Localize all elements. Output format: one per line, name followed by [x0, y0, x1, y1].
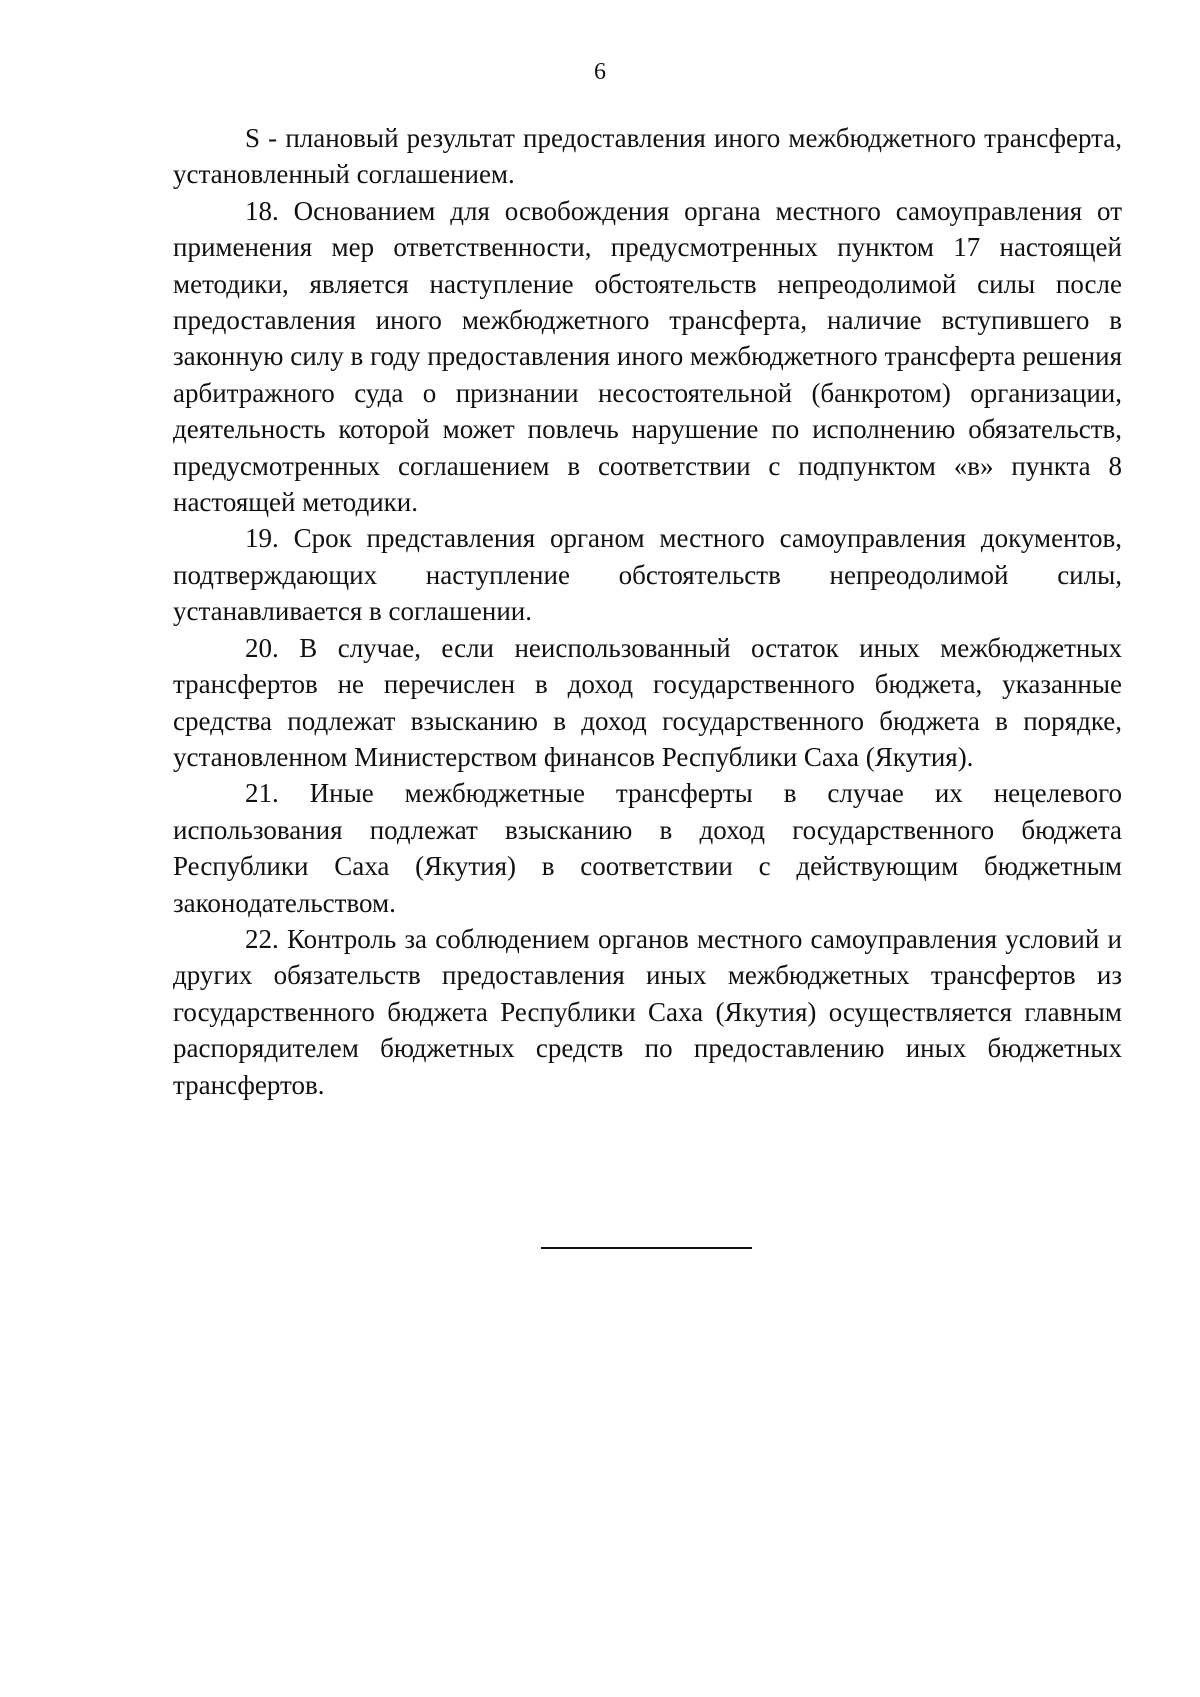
paragraph-item-22: 22. Контроль за соблюдением органов местного самоуправления условий и других обязательств предоставления иных межбюджетных трансфертов из государственного бюджета Республики Саха (Якутия) осуществляется главным распорядителем бюджетных средств по предоставлению иных бюджетных трансфертов.: [173, 923, 1122, 1100]
paragraph-item-21: 21. Иные межбюджетные трансферты в случае их нецелевого использования подлежат взысканию в доход государственного бюджета Республики Саха (Якутия) в соответствии с действующим бюджетным законодательством.: [173, 778, 1122, 918]
page-number: 6: [594, 59, 606, 85]
paragraph-item-19: 19. Срок представления органом местного самоуправления документов, подтверждающих наступление обстоятельств непреодолимой силы, устанавливается в соглашении.: [173, 523, 1122, 627]
end-separator-line: [541, 1247, 752, 1249]
paragraph-s-definition: S - плановый результат предоставления иного межбюджетного трансферта, установленный соглашением.: [173, 123, 1122, 190]
paragraph-item-18: 18. Основанием для освобождения органа местного самоуправления от применения мер ответственности, предусмотренных пунктом 17 настоящей методики, является наступление обстоятельств непреодолимой силы после предоставления иного межбюджетного трансферта, наличие вступившего в законную силу в году предоставления иного межбюджетного трансферта решения арбитражного суда о признании несостоятельной (банкротом) организации, деятельность которой может повлечь нарушение по исполнению обязательств, предусмотренных соглашением в соответствии с подпунктом «в» пункта 8 настоящей методики.: [173, 195, 1122, 518]
paragraph-item-20: 20. В случае, если неиспользованный остаток иных межбюджетных трансфертов не перечислен в доход государственного бюджета, указанные средства подлежат взысканию в доход государственного бюджета в порядке, установленном Министерством финансов Республики Саха (Якутия).: [173, 632, 1122, 772]
document-body: [173, 120, 1122, 1103]
